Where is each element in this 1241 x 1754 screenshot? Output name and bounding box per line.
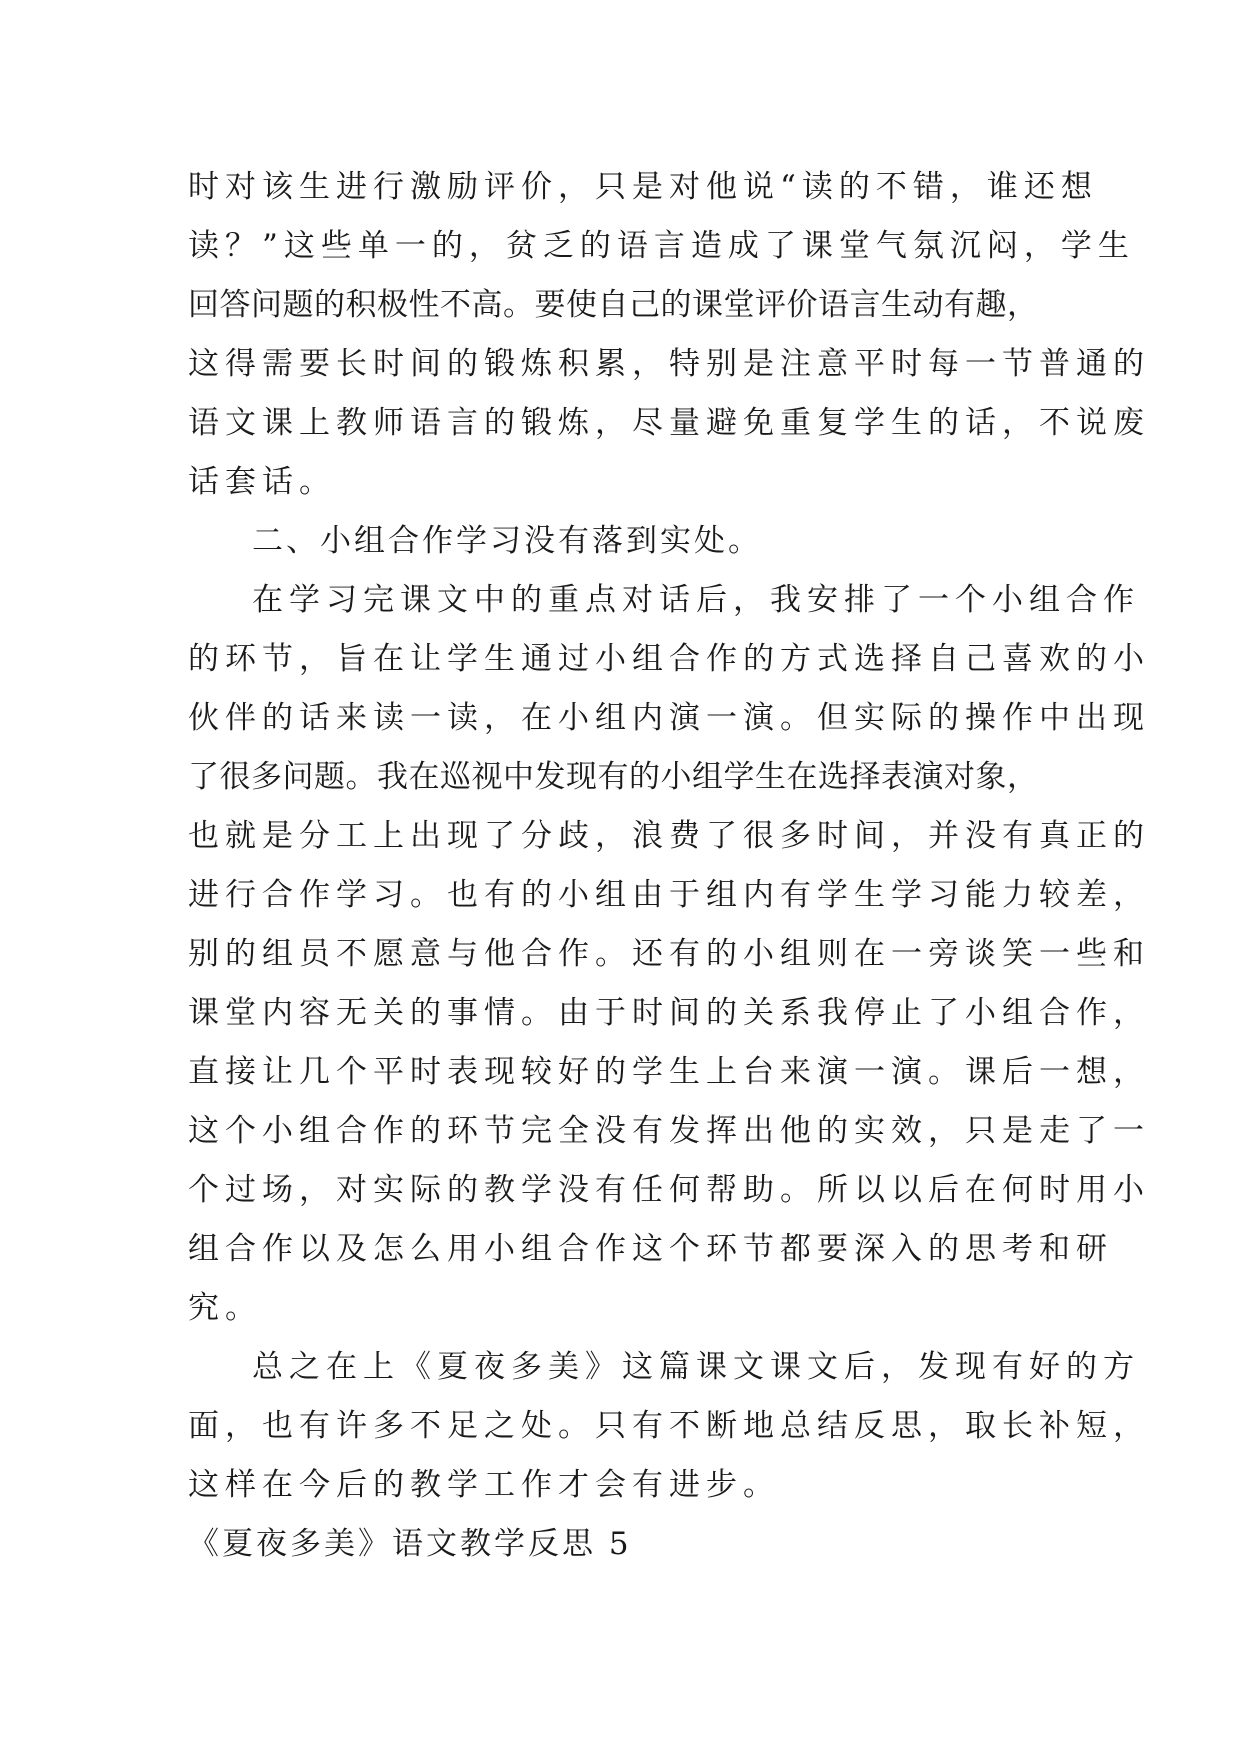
article-title: 《夏夜多美》语文教学反思 5 xyxy=(188,1526,632,1562)
text-line: 的环节，旨在让学生通过小组合作的方式选择自己喜欢的小 xyxy=(188,641,1150,677)
text-line: 进行合作学习。也有的小组由于组内有学生学习能力较差， xyxy=(188,877,1150,913)
text-line: 这个小组合作的环节完全没有发挥出他的实效，只是走了一 xyxy=(188,1113,1150,1149)
text-line: 语文课上教师语言的锻炼，尽量避免重复学生的话，不说废 xyxy=(188,405,1150,441)
text-line: 这样在今后的教学工作才会有进步。 xyxy=(188,1467,780,1503)
text-line: 别的组员不愿意与他合作。还有的小组则在一旁谈笑一些和 xyxy=(188,936,1150,972)
text-line: 也就是分工上出现了分歧，浪费了很多时间，并没有真正的 xyxy=(188,818,1150,854)
text-line: 回答问题的积极性不高。要使自己的课堂评价语言生动有趣， xyxy=(188,287,1039,323)
document-body xyxy=(188,158,1150,1574)
text-line: 伙伴的话来读一读，在小组内演一演。但实际的操作中出现 xyxy=(188,700,1150,736)
text-line: 话套话。 xyxy=(188,464,336,500)
paragraph-start: 在学习完课文中的重点对话后，我安排了一个小组合作 xyxy=(252,582,1140,618)
text-line: 组合作以及怎么用小组合作这个环节都要深入的思考和研 xyxy=(188,1231,1113,1267)
text-line: 时对该生进行激励评价，只是对他说“读的不错，谁还想 xyxy=(188,169,1098,205)
section-heading: 二、小组合作学习没有落到实处。 xyxy=(252,523,762,559)
text-line: 直接让几个平时表现较好的学生上台来演一演。课后一想， xyxy=(188,1054,1150,1090)
text-line: 究。 xyxy=(188,1290,262,1326)
text-line: 读？”这些单一的，贫乏的语言造成了课堂气氛沉闷，学生 xyxy=(188,228,1135,264)
text-line: 课堂内容无关的事情。由于时间的关系我停止了小组合作， xyxy=(188,995,1150,1031)
text-line: 面，也有许多不足之处。只有不断地总结反思，取长补短， xyxy=(188,1408,1150,1444)
text-line: 了很多问题。我在巡视中发现有的小组学生在选择表演对象， xyxy=(188,759,1039,795)
paragraph-start: 总之在上《夏夜多美》这篇课文课文后，发现有好的方 xyxy=(252,1349,1140,1385)
text-line: 这得需要长时间的锻炼积累，特别是注意平时每一节普通的 xyxy=(188,346,1150,382)
text-line: 个过场，对实际的教学没有任何帮助。所以以后在何时用小 xyxy=(188,1172,1150,1208)
